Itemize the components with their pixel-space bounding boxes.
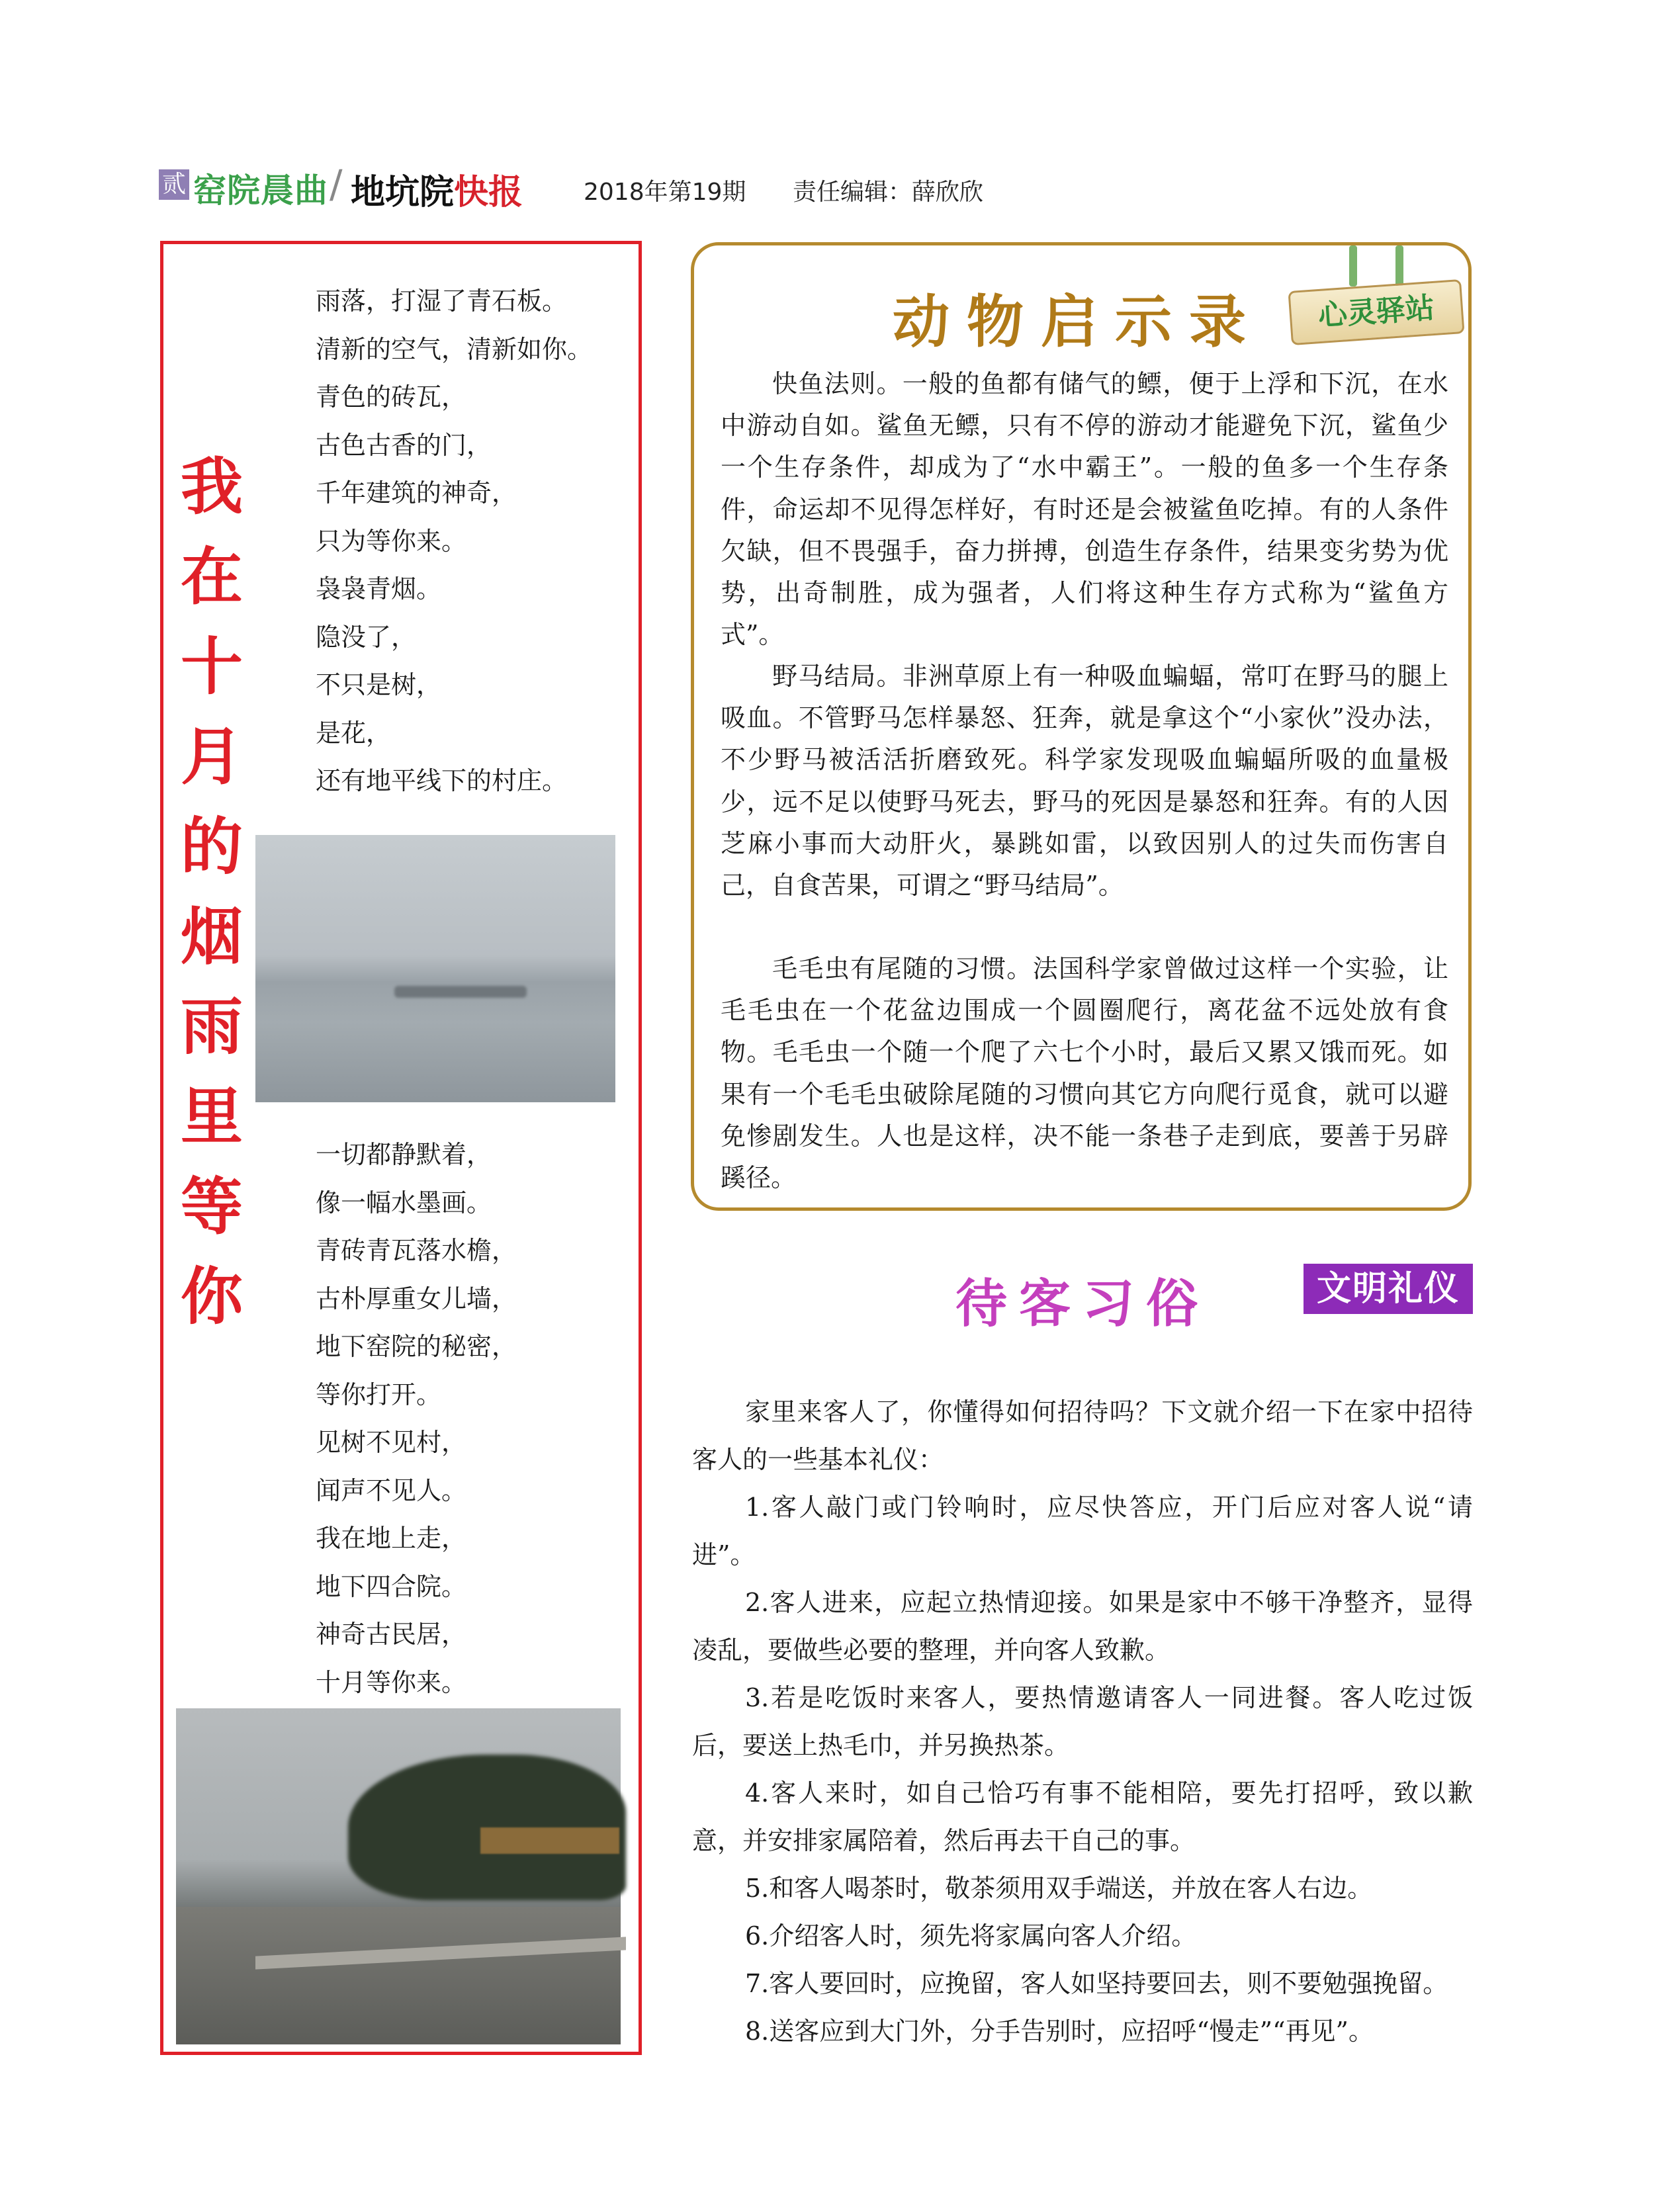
photo-roof-shape xyxy=(480,1827,619,1854)
article-etiquette-body xyxy=(692,1388,1473,2055)
poem-title-char: 里 xyxy=(180,1081,243,1153)
article-animal-paragraph: 毛毛虫有尾随的习惯。法国科学家曾做过这样一个实验，让毛毛虫在一个花盆边围成一个圆圈爬行，离花盆不远处放有食物。毛毛虫一个随一个爬了六七个小时，最后又累又饿而死。如果有一个毛毛虫破除尾随的习惯向其它方向爬行觅食，就可以避免惨剧发生。人也是这样，决不能一条巷子走到底，要善于另辟蹊径。 xyxy=(721,954,1448,1193)
poem-line: 我在地上走， xyxy=(316,1524,467,1553)
poem-line: 地下四合院。 xyxy=(316,1571,467,1601)
poem-line: 还有地平线下的村庄。 xyxy=(316,766,568,795)
poem-title-char: 我 xyxy=(180,451,243,523)
poem-title-char: 在 xyxy=(180,541,243,613)
poem-line: 青色的砖瓦， xyxy=(316,382,467,412)
poem-title xyxy=(175,443,248,1342)
article-etiquette-paragraph: 7.客人要回时，应挽留，客人如坚持要回去，则不要勉强挽留。 xyxy=(745,1969,1448,1998)
brand-name-2: 地坑院 xyxy=(351,173,455,212)
poem-title-char: 你 xyxy=(180,1261,243,1333)
poem-title-char: 十 xyxy=(180,631,243,703)
article-animal-paragraph: 野马结局。非洲草原上有一种吸血蝙蝠，常叮在野马的腿上吸血。不管野马怎样暴怒、狂奔，就是拿这个“小家伙”没办法，不少野马被活活折磨致死。科学家发现吸血蝙蝠所吸的血量极少，远不足以使野马死去，野马的死因是暴怒和狂奔。有的人因芝麻小事而大动肝火，暴跳如雷，以致因别人的过失而伤害自己，自食苦果，可谓之“野马结局”。 xyxy=(721,662,1448,900)
article-animal-box xyxy=(691,242,1472,1211)
tag-pins-icon xyxy=(1329,245,1422,286)
article-animal-title: 动物启示录 xyxy=(893,288,1263,355)
poem-title-char: 雨 xyxy=(180,991,243,1063)
brand-name-1: 窑院晨曲 xyxy=(193,171,328,210)
poem-line: 青砖青瓦落水檐， xyxy=(316,1236,517,1265)
poem-line: 古色古香的门， xyxy=(316,430,492,460)
column-tag-xinling: 心灵驿站 xyxy=(1288,279,1464,345)
article-animal-paragraph: 快鱼法则。一般的鱼都有储气的鳔，便于上浮和下沉，在水中游动自如。鲨鱼无鳔，只有不停的游动才能避免下沉，鲨鱼少一个生存条件，却成为了“水中霸王”。一般的鱼多一个生存条件，命运却不见得怎样好，有时还是会被鲨鱼吃掉。有的人条件欠缺，但不畏强手，奋力拼搏，创造生存条件，结果变劣势为优势，出奇制胜，成为强者，人们将这种生存方式称为“鲨鱼方式”。 xyxy=(721,369,1448,650)
poem-line: 像一幅水墨画。 xyxy=(316,1188,492,1217)
photo-island-shape xyxy=(394,986,527,998)
poem-title-char: 月 xyxy=(180,721,243,793)
page-number-badge: 贰 xyxy=(159,169,189,200)
poem-line: 袅袅青烟。 xyxy=(316,574,442,603)
photo-ground-shape xyxy=(176,1907,621,2044)
poem-line: 只为等你来。 xyxy=(316,526,467,556)
poem-line: 等你打开。 xyxy=(316,1379,442,1409)
poem-line: 隐没了， xyxy=(316,622,417,652)
article-etiquette-title: 待客习俗 xyxy=(955,1274,1210,1334)
poem-line: 闻声不见人。 xyxy=(316,1475,467,1505)
poem-line: 不只是树， xyxy=(316,670,442,699)
poem-line: 是花， xyxy=(316,718,392,748)
article-etiquette-paragraph: 2.客人进来，应起立热情迎接。如果是家中不够干净整齐，显得凌乱，要做些必要的整理，并向客人致歉。 xyxy=(692,1588,1473,1665)
poem-title-char: 的 xyxy=(180,811,243,883)
poem-line: 古朴厚重女儿墙， xyxy=(316,1284,517,1313)
column-tag-wenming: 文明礼仪 xyxy=(1304,1264,1473,1314)
page-header xyxy=(159,161,1085,212)
poem-stanza-2 xyxy=(316,1131,517,1706)
article-etiquette-paragraph: 1.客人敲门或门铃响时，应尽快答应，开门后应对客人说“请进”。 xyxy=(692,1493,1473,1569)
article-etiquette-paragraph: 家里来客人了，你懂得如何招待吗？下文就介绍一下在家中招待客人的一些基本礼仪： xyxy=(692,1397,1473,1474)
poem-title-char: 等 xyxy=(180,1171,243,1243)
poem-title-char: 烟 xyxy=(180,901,243,973)
foggy-lake-photo xyxy=(255,835,615,1102)
poem-line: 十月等你来。 xyxy=(316,1667,467,1697)
poem-line: 千年建筑的神奇， xyxy=(316,478,517,507)
poem-line: 见树不见村， xyxy=(316,1428,467,1457)
article-etiquette-paragraph: 4.客人来时，如自己恰巧有事不能相陪，要先打招呼，致以歉意，并安排家属陪着，然后再去干自己的事。 xyxy=(692,1778,1473,1855)
editor-credit: 责任编辑：薛欣欣 xyxy=(793,179,984,206)
poem-line: 地下窑院的秘密， xyxy=(316,1332,517,1361)
poem-line: 清新的空气，清新如你。 xyxy=(316,334,593,364)
article-etiquette-paragraph: 3.若是吃饭时来客人，要热情邀请客人一同进餐。客人吃过饭后，要送上热毛巾，并另换热茶。 xyxy=(692,1683,1473,1760)
brand-separator: / xyxy=(330,161,343,206)
article-etiquette-paragraph: 8.送客应到大门外，分手告别时，应招呼“慢走”“再见”。 xyxy=(745,2017,1374,2046)
article-etiquette-paragraph: 5.和客人喝茶时，敬茶须用双手端送，并放在客人右边。 xyxy=(745,1874,1373,1903)
issue-number: 2018年第19期 xyxy=(584,179,746,206)
poem-line: 神奇古民居， xyxy=(316,1620,467,1649)
misty-courtyard-photo xyxy=(176,1708,621,2044)
article-etiquette-paragraph: 6.介绍客人时，须先将家属向客人介绍。 xyxy=(745,1921,1197,1950)
poem-stanza-1 xyxy=(316,277,592,805)
poem-line: 一切都静默着， xyxy=(316,1140,492,1169)
brand-name-3: 快报 xyxy=(454,173,523,212)
poem-line: 雨落，打湿了青石板。 xyxy=(316,286,568,316)
